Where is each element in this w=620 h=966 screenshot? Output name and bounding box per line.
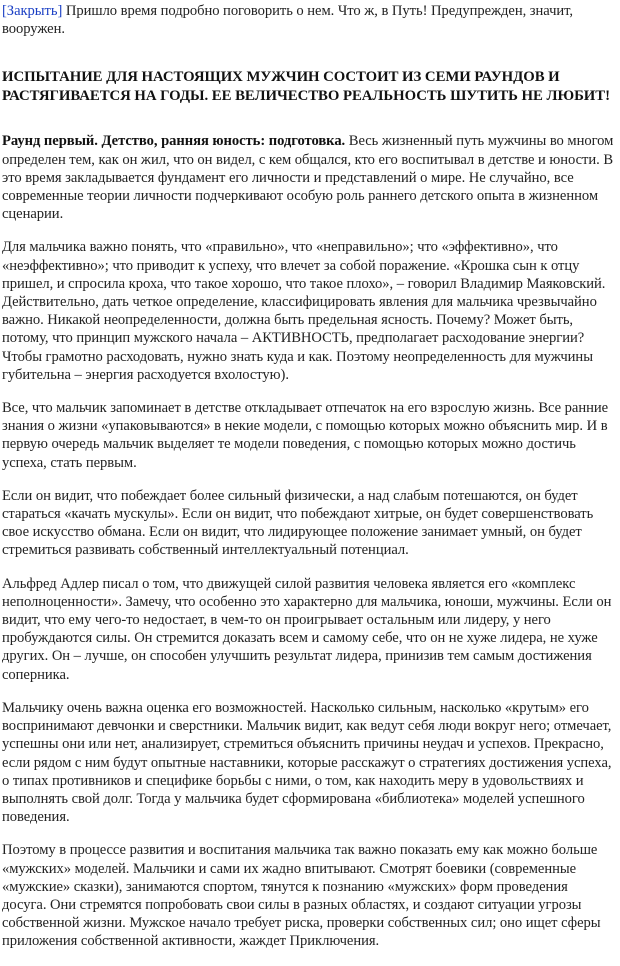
- intro-text: Пришло время подробно поговорить о нем. Что ж, в Путь! Предупрежден, значит, вооружен.: [2, 3, 573, 38]
- section-heading: ИСПЫТАНИЕ ДЛЯ НАСТОЯЩИХ МУЖЧИН СОСТОИТ ИЗ СЕМИ РАУНДОВ И РАСТЯГИВАЕТСЯ НА ГОДЫ. ЕЕ ВЕЛИЧЕСТВО РЕАЛЬНОСТЬ ШУТИТЬ НЕ ЛЮБИТ!: [2, 69, 610, 105]
- body-paragraph: Альфред Адлер писал о том, что движущей силой развития человека является его «комплекс неполноценности». Замечу, что особенно это характерно для мальчика, юноши, мужчины. Если он видит, что ему чего-то недостает, в чем-то он проигрывает остальным или лидеру, у него пробуждаются силы. Он стремится доказать всем и самому себе, что он не хуже лидера, не хуже других. Он – лучше, он способен улучшить результат лидера, принизив тем самым достижения соперника.: [2, 575, 612, 683]
- round-one-paragraph: [2, 132, 614, 223]
- body-paragraph: Поэтому в процессе развития и воспитания мальчика так важно показать ему как можно больше «мужских» моделей. Мальчики и сами их жадно впитывают. Смотрят боевики (современные «мужские» сказки), занимаются спортом, тянутся к познанию «мужских» форм проведения досуга. Они стремятся попробовать свои силы в разных областях, и создают ситуации угрозы собственной жизни. Мужское начало требует риска, проверки собственных сил; оно ищет сферы приложения собственной активности, жаждет Приключения.: [2, 842, 601, 950]
- round-one-title: Раунд первый. Детство, ранняя юность: подготовка.: [2, 133, 346, 150]
- intro-paragraph: [2, 2, 614, 38]
- body-paragraph: Если он видит, что побеждает более сильный физически, а над слабым потешаются, он будет стараться «качать мускулы». Если он видит, что побеждают хитрые, он будет совершенствовать свое искусство обмана. Если он видит, что лидирующее положение занимает умный, он будет стремиться развивать собственный интеллектуальный потенциал.: [2, 487, 594, 559]
- close-link[interactable]: [Закрыть]: [2, 3, 63, 19]
- body-paragraph: Все, что мальчик запоминает в детстве откладывает отпечаток на его взрослую жизнь. Все ранние знания о жизни «упаковываются» в некие модели, с помощью которых можно объяснить мир. И в первую очередь мальчик выделяет те модели поведения, с помощью которых можно достичь успеха, стать первым.: [2, 400, 609, 471]
- round-one-text: Весь жизненный путь мужчины во многом определен тем, как он жил, что он видел, с кем общался, кто его воспитывал в детстве и юности. В это время закладывается фундамент его личности и представлений о мире. Не случайно, все современные теории личности подчеркивают особую роль раннего детского опыта в жизненном сценарии.: [2, 133, 614, 223]
- body-paragraph: Мальчику очень важна оценка его возможностей. Насколько сильным, насколько «крутым» его воспринимают девчонки и сверстники. Мальчик видит, как ведут себя люди вокруг него; отмечает, успешны они или нет, анализирует, стремиться объяснить причины неудач и успехов. Прекрасно, если рядом с ним будут опытные наставники, которые расскажут о стратегиях достижения успеха, о типах противников и специфике борьбы с ними, о том, как находить меру в удовольствиях и выполнять свой долг. Тогда у мальчика будет сформирована «библиотека» моделей успешного поведения.: [2, 699, 612, 826]
- body-paragraph: Для мальчика важно понять, что «правильно», что «неправильно»; что «эффективно», что «неэффективно»; что приводит к успеху, что влечет за собой поражение. «Крошка сын к отцу пришел, и спросила кроха, что такое хорошо, что такое плохо», – говорил Владимир Маяковский. Действительно, дать четкое определение, классифицировать явления для мальчика чрезвычайно важно. Никакой неопределенности, должна быть предельная ясность. Почему? Может быть, потому, что принцип мужского начала – АКТИВНОСТЬ, предполагает расходование энергии? Чтобы грамотно расходовать, нужно знать куда и как. Поэтому неопределенность для мужчины губительна – энергия расходуется вхолостую).: [2, 239, 606, 383]
